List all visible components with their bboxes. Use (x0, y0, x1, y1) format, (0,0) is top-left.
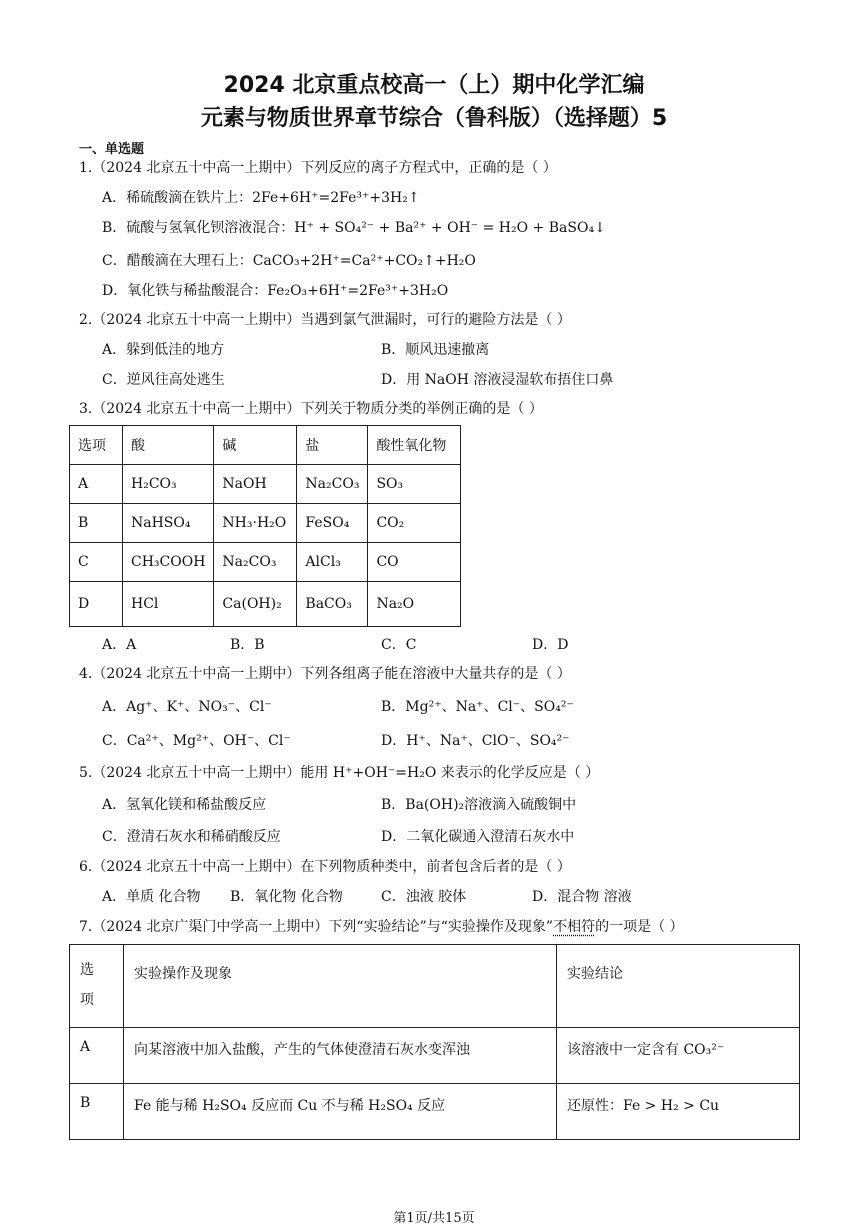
table-cell: BaCO₃ (297, 582, 368, 627)
table-cell: Ca(OH)₂ (214, 582, 297, 627)
q2-option-d: D．用 NaOH 溶液浸湿软布捂住口鼻 (381, 372, 614, 388)
q6-stem: 6.（2024 北京五十中高一上期中）在下列物质种类中，前者包含后者的是（ ） (79, 859, 571, 875)
q6-option-c: C．浊液 胶体 (381, 889, 467, 905)
table-header-cell: 盐 (297, 426, 368, 465)
table-cell: 该溶液中一定含有 CO₃²⁻ (557, 1028, 800, 1084)
q3-stem: 3.（2024 北京五十中高一上期中）下列关于物质分类的举例正确的是（ ） (79, 401, 543, 417)
q3-option-b: B．B (230, 637, 265, 653)
page-number-footer: 第1页/共15页 (393, 1211, 475, 1226)
q1-stem: 1.（2024 北京五十中高一上期中）下列反应的离子方程式中，正确的是（ ） (79, 160, 557, 176)
q6-option-a: A．单质 化合物 (102, 889, 201, 905)
table-header-row (70, 426, 461, 465)
table-cell: FeSO₄ (297, 504, 368, 543)
table-cell: NH₃·H₂O (214, 504, 297, 543)
table-row (70, 543, 461, 582)
page-title-line-1: 2024 北京重点校高一（上）期中化学汇编 (223, 73, 645, 98)
q6-option-b: B．氧化物 化合物 (230, 889, 343, 905)
table-cell: CO (368, 543, 461, 582)
section-heading: 一、单选题 (79, 142, 145, 157)
q1-option-b: B．硫酸与氢氧化钡溶液混合：H⁺ + SO₄²⁻ + Ba²⁺ + OH⁻ = H₂O + BaSO₄↓ (102, 220, 606, 236)
table-cell: 向某溶液中加入盐酸，产生的气体使澄清石灰水变浑浊 (124, 1028, 557, 1084)
table-cell: B (70, 1084, 124, 1140)
q4-option-a: A．Ag⁺、K⁺、NO₃⁻、Cl⁻ (102, 699, 272, 715)
table-cell: CO₂ (368, 504, 461, 543)
q3-option-a: A．A (102, 637, 137, 653)
q5-option-b: B．Ba(OH)₂溶液滴入硫酸铜中 (381, 797, 577, 813)
q7-stem (79, 916, 684, 936)
table-header-cell: 选项 (70, 426, 123, 465)
q4-option-b: B．Mg²⁺、Na⁺、Cl⁻、SO₄²⁻ (381, 699, 574, 715)
q1-option-d: D．氧化铁与稀盐酸混合：Fe₂O₃+6H⁺=2Fe³⁺+3H₂O (102, 283, 449, 299)
table-cell: A (70, 465, 123, 504)
q2-option-b: B．顺风迅速撤离 (381, 342, 490, 358)
q6-option-d: D．混合物 溶液 (532, 889, 632, 905)
q4-option-c: C．Ca²⁺、Mg²⁺、OH⁻、Cl⁻ (102, 733, 291, 749)
table-cell: A (70, 1028, 124, 1084)
q5-option-c: C．澄清石灰水和稀硝酸反应 (102, 829, 281, 845)
q3-option-c: C．C (381, 637, 417, 653)
q2-option-a: A．躲到低洼的地方 (102, 342, 225, 358)
table-row (70, 504, 461, 543)
table-header-cell: 酸性氧化物 (368, 426, 461, 465)
page-title-line-2: 元素与物质世界章节综合（鲁科版）（选择题）5 (200, 106, 668, 131)
q5-stem: 5.（2024 北京五十中高一上期中）能用 H⁺+OH⁻=H₂O 来表示的化学反应是（ ） (79, 765, 600, 781)
table-cell: Na₂CO₃ (214, 543, 297, 582)
q5-option-a: A．氢氧化镁和稀盐酸反应 (102, 797, 267, 813)
q3-option-d: D．D (532, 637, 569, 653)
table-cell: AlCl₃ (297, 543, 368, 582)
table-cell: 还原性：Fe > H₂ > Cu (557, 1084, 800, 1140)
table-cell: NaHSO₄ (123, 504, 214, 543)
table-header-cell: 碱 (214, 426, 297, 465)
table-cell: CH₃COOH (123, 543, 214, 582)
table-header-cell: 实验操作及现象 (124, 945, 557, 1028)
table-cell: HCl (123, 582, 214, 627)
q3-classification-table (69, 425, 461, 627)
table-row (70, 1084, 800, 1140)
q7-stem-before: 7.（2024 北京广渠门中学高一上期中）下列“实验结论”与“实验操作及现象” (79, 919, 554, 935)
table-cell: Na₂CO₃ (297, 465, 368, 504)
q1-option-a: A．稀硫酸滴在铁片上：2Fe+6H⁺=2Fe³⁺+3H₂↑ (102, 190, 420, 206)
q2-option-c: C．逆风往高处逃生 (102, 372, 225, 388)
table-header-cell: 酸 (123, 426, 214, 465)
table-cell: H₂CO₃ (123, 465, 214, 504)
table-cell: Fe 能与稀 H₂SO₄ 反应而 Cu 不与稀 H₂SO₄ 反应 (124, 1084, 557, 1140)
table-row (70, 582, 461, 627)
q2-stem: 2.（2024 北京五十中高一上期中）当遇到氯气泄漏时，可行的避险方法是（ ） (79, 312, 571, 328)
q7-stem-after: 的一项是（ ） (595, 919, 684, 935)
table-cell: D (70, 582, 123, 627)
table-cell: Na₂O (368, 582, 461, 627)
table-header-cell: 实验结论 (557, 945, 800, 1028)
table-row (70, 465, 461, 504)
table-cell: B (70, 504, 123, 543)
q4-option-d: D．H⁺、Na⁺、ClO⁻、SO₄²⁻ (381, 733, 570, 749)
q1-option-c: C．醋酸滴在大理石上：CaCO₃+2H⁺=Ca²⁺+CO₂↑+H₂O (102, 253, 476, 269)
table-cell: NaOH (214, 465, 297, 504)
table-header-cell: 选项 (70, 945, 124, 1028)
q4-stem: 4.（2024 北京五十中高一上期中）下列各组离子能在溶液中大量共存的是（ ） (79, 666, 571, 682)
table-cell: C (70, 543, 123, 582)
q7-stem-emphasis: 不相符 (553, 919, 596, 935)
q7-experiment-table (69, 944, 800, 1140)
table-cell: SO₃ (368, 465, 461, 504)
table-row (70, 1028, 800, 1084)
q5-option-d: D．二氧化碳通入澄清石灰水中 (381, 829, 575, 845)
table-header-row (70, 945, 800, 1028)
